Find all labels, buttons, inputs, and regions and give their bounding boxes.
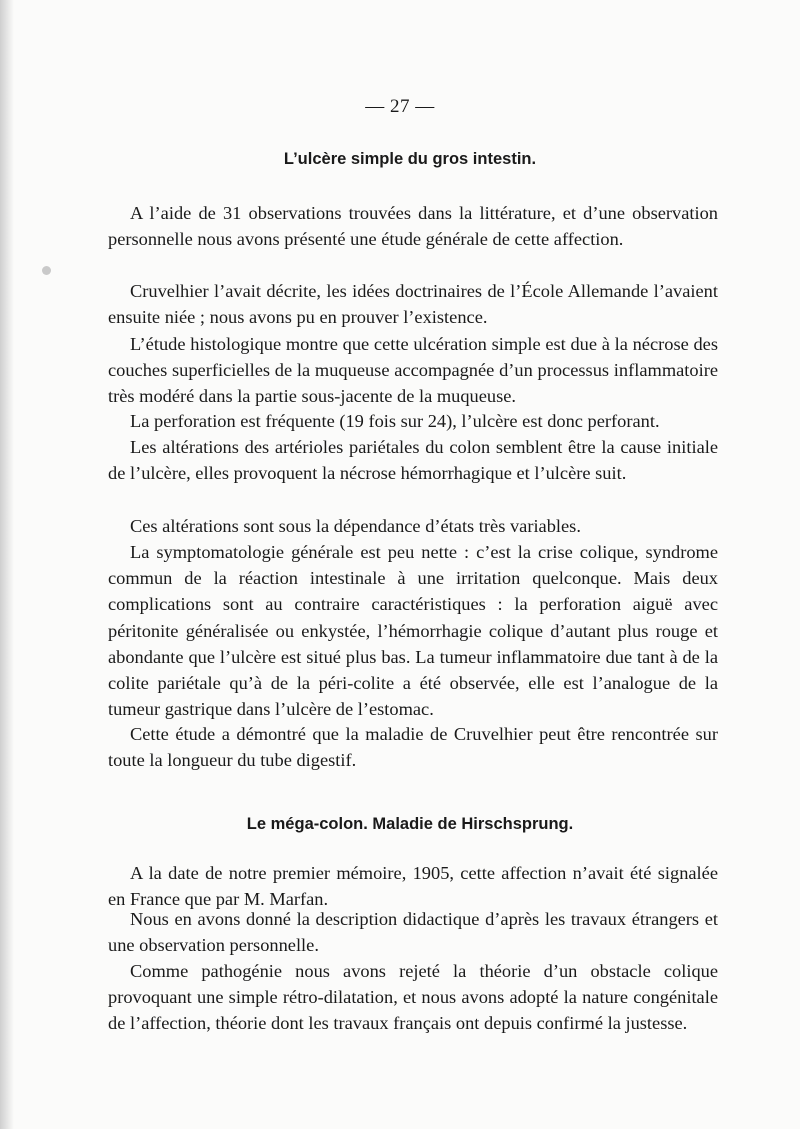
paragraph: Cette étude a démontré que la maladie de Cruvelhier peut être rencontrée sur toute la longueur du tube digestif.	[108, 724, 718, 771]
page-number: — 27 —	[365, 96, 435, 117]
section-title-mega-colon: Le méga-colon. Maladie de Hirschsprung.	[246, 815, 574, 833]
paragraph: Comme pathogénie nous avons rejeté la théorie d’un obstacle colique provoquant une simple rétro-dilatation, et nous avons adopté la nature congénitale de l’affection, théorie dont les travaux français ont depuis confirmé la justesse.	[108, 961, 718, 1034]
paper-speck	[42, 266, 51, 275]
paragraph: Nous en avons donné la description didactique d’après les travaux étrangers et une observation personnelle.	[108, 909, 718, 956]
paragraph: L’étude histologique montre que cette ulcération simple est due à la nécrose des couches superficielles de la muqueuse accompagnée d’un processus inflammatoire très modéré dans la partie sous-jacente de la muqueuse.	[108, 334, 718, 407]
paragraph: La symptomatologie générale est peu nette : c’est la crise colique, syndrome commun de la réaction intestinale à une irritation quelconque. Mais deux complications sont au contraire caractéristiques : la perforation aiguë avec péritonite généralisée ou enkystée, l’hémorrhagie colique d’autant plus rouge et abondante que l’ulcère est situé plus bas. La tumeur inflammatoire due tant à de la colite pariétale qu’à de la péri-colite a été observée, elle est l’analogue de la tumeur gastrique dans l’ulcère de l’estomac.	[108, 542, 718, 720]
section-title-ulcere: L’ulcère simple du gros intestin.	[283, 150, 537, 168]
paragraph: Les altérations des artérioles pariétales du colon semblent être la cause initiale de l’ulcère, elles provoquent la nécrose hémorrhagique et l’ulcère suit.	[108, 437, 718, 484]
paragraph: A l’aide de 31 observations trouvées dans la littérature, et d’une observation personnelle nous avons présenté une étude générale de cette affection.	[108, 203, 718, 250]
paragraph: A la date de notre premier mémoire, 1905, cette affection n’avait été signalée en France que par M. Marfan.	[108, 863, 718, 910]
paragraph: La perforation est fréquente (19 fois sur 24), l’ulcère est donc perforant.	[130, 411, 660, 431]
paragraph: Cruvelhier l’avait décrite, les idées doctrinaires de l’École Allemande l’avaient ensuite niée ; nous avons pu en prouver l’existence.	[108, 281, 718, 328]
paragraph: Ces altérations sont sous la dépendance d’états très variables.	[130, 516, 581, 536]
page-edge-shadow	[0, 0, 14, 1129]
